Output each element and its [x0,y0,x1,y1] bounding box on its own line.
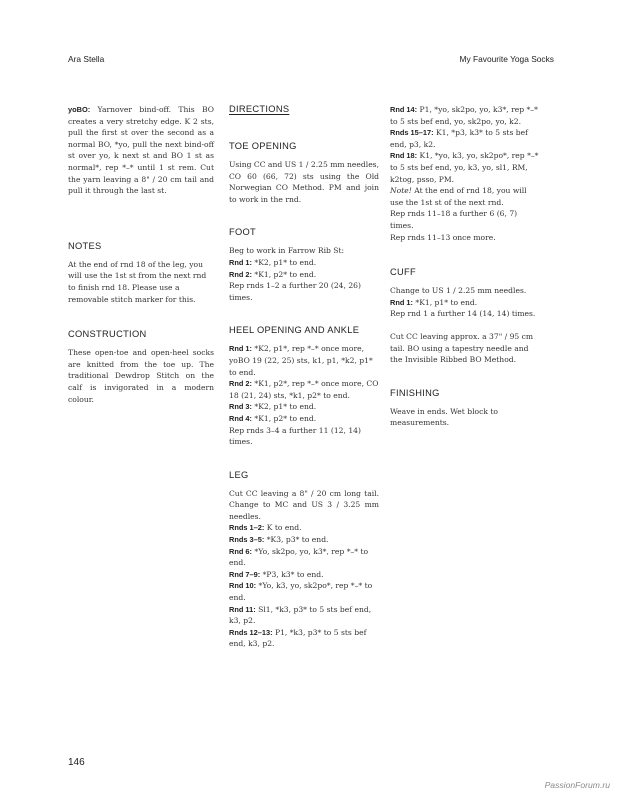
construction-text: These open-toe and open-heel socks are knitted from the toe up. The traditional Dewdrop Stitch on the calf is invigorated in a modern colour. [68,348,214,404]
notes-heading: NOTES [68,240,102,251]
watermark: PassionForum.ru [544,780,610,790]
running-header-title: My Favourite Yoga Socks [459,54,554,64]
leg-round-14: Rnd 14: P1, *yo, sk2po, yo, k3*, rep *–* to 5 sts bef end, yo, sk2po, yo, k2. [390,105,538,126]
leg-rounds-3-5: Rnds 3–5: *K3, p3* to end. [229,535,329,545]
yobo-text: Yarnover bind-off. This BO creates a very stretchy edge. K 2 sts, pull the first st over the second as a normal BO, *yo, pull the next bind-off st over yo, k next st and BO 1 st as normal*, rep *–* until 1 st rem. Cut the yarn leaving a 8" / 20 cm tail and pull it through the last st. [68,105,214,196]
leg-repeat-1: Rep rnds 11–18 a further 6 (6, 7) times. [390,209,518,230]
cuff-round-1: Rnd 1: *K1, p1* to end. [390,297,478,307]
cuff-heading: CUFF [390,267,416,278]
cuff-intro: Change to US 1 / 2.25 mm needles. [390,286,527,296]
heel-round-4: Rnd 4: *K1, p2* to end. [229,413,317,423]
cuff-bind-off: Cut CC leaving approx. a 37" / 95 cm tail. BO using a tapestry needle and the Invisible Ribbed BO Method. [390,331,534,365]
toe-opening-text: Using CC and US 1 / 2.25 mm needles, CO 60 (66, 72) sts using the Old Norwegian CO Method. PM and join to work in the rnd. [229,160,379,204]
notes-text: At the end of rnd 18 of the leg, you will use the 1st st from the next rnd to finish rnd 18. Please use a removable stitch marker for this. [68,259,207,304]
leg-rounds-7-9: Rnd 7–9: *P3, k3* to end. [229,569,324,579]
cuff-repeat: Rep rnd 1 a further 14 (14, 14) times. [390,309,536,319]
page-number: 146 [68,757,85,768]
heel-opening-heading: HEEL OPENING AND ANKLE [229,325,360,336]
foot-round-2: Rnd 2: *K1, p2* to end. [229,269,317,279]
yobo-label: yoBO: [68,105,91,114]
finishing-heading: FINISHING [390,387,440,398]
leg-round-10: Rnd 10: *Yo, k3, yo, sk2po*, rep *–* to end. [229,581,373,603]
column-2 [229,104,379,650]
leg-repeat-2: Rep rnds 11–13 once more. [390,232,496,242]
leg-intro: Cut CC leaving a 8" / 20 cm long tail. Change to MC and US 3 / 3.25 mm needles. [229,488,379,521]
leg-rounds-15-17: Rnds 15–17: K1, *p3, k3* to 5 sts bef end, p3, k2. [390,128,528,149]
leg-note: Note! At the end of rnd 18, you will use the 1st st of the next rnd. [390,186,527,207]
heel-round-3: Rnd 3: *K2, p1* to end. [229,402,317,412]
leg-rounds-1-2: Rnds 1–2: K to end. [229,523,302,533]
heel-round-2: Rnd 2: *K1, p2*, rep *–* once more, CO 18 (21, 24) sts, *k1, p2* to end. [229,379,379,400]
heel-round-1: Rnd 1: *K2, p1*, rep *–* once more, yoBO 19 (22, 25) sts, k1, p1, *k2, p1* to end. [229,344,373,377]
leg-rounds-12-13: Rnds 12–13: P1, *k3, p3* to 5 sts bef end, k3, p2. [229,627,367,649]
foot-intro: Beg to work in Farrow Rib St: [229,246,345,256]
column-3 [390,104,540,429]
running-header-author: Ara Stella [68,54,105,64]
heel-repeat: Rep rnds 3–4 a further 11 (12, 14) times. [229,425,361,447]
leg-round-11: Rnd 11: Sl1, *k3, p3* to 5 sts bef end, k3, p2. [229,604,372,626]
foot-round-1: Rnd 1: *K2, p1* to end. [229,257,317,267]
column-1 [68,104,214,405]
directions-heading: DIRECTIONS [229,104,290,114]
foot-heading: FOOT [229,227,257,238]
leg-round-6: Rnd 6: *Yo, sk2po, yo, k3*, rep *–* to end. [229,546,369,568]
finishing-text: Weave in ends. Wet block to measurements. [390,406,499,428]
toe-opening-heading: TOE OPENING [229,141,297,151]
leg-round-18: Rnd 18: K1, *yo, k3, yo, sk2po*, rep *–* to 5 sts bef end, yo, k3, yo, sl1, RM, k2tog, psso, PM. [390,151,539,184]
leg-heading: LEG [229,469,249,480]
foot-repeat: Rep rnds 1–2 a further 20 (24, 26) times. [229,281,361,302]
construction-heading: CONSTRUCTION [68,329,147,340]
yobo-paragraph [68,104,214,197]
